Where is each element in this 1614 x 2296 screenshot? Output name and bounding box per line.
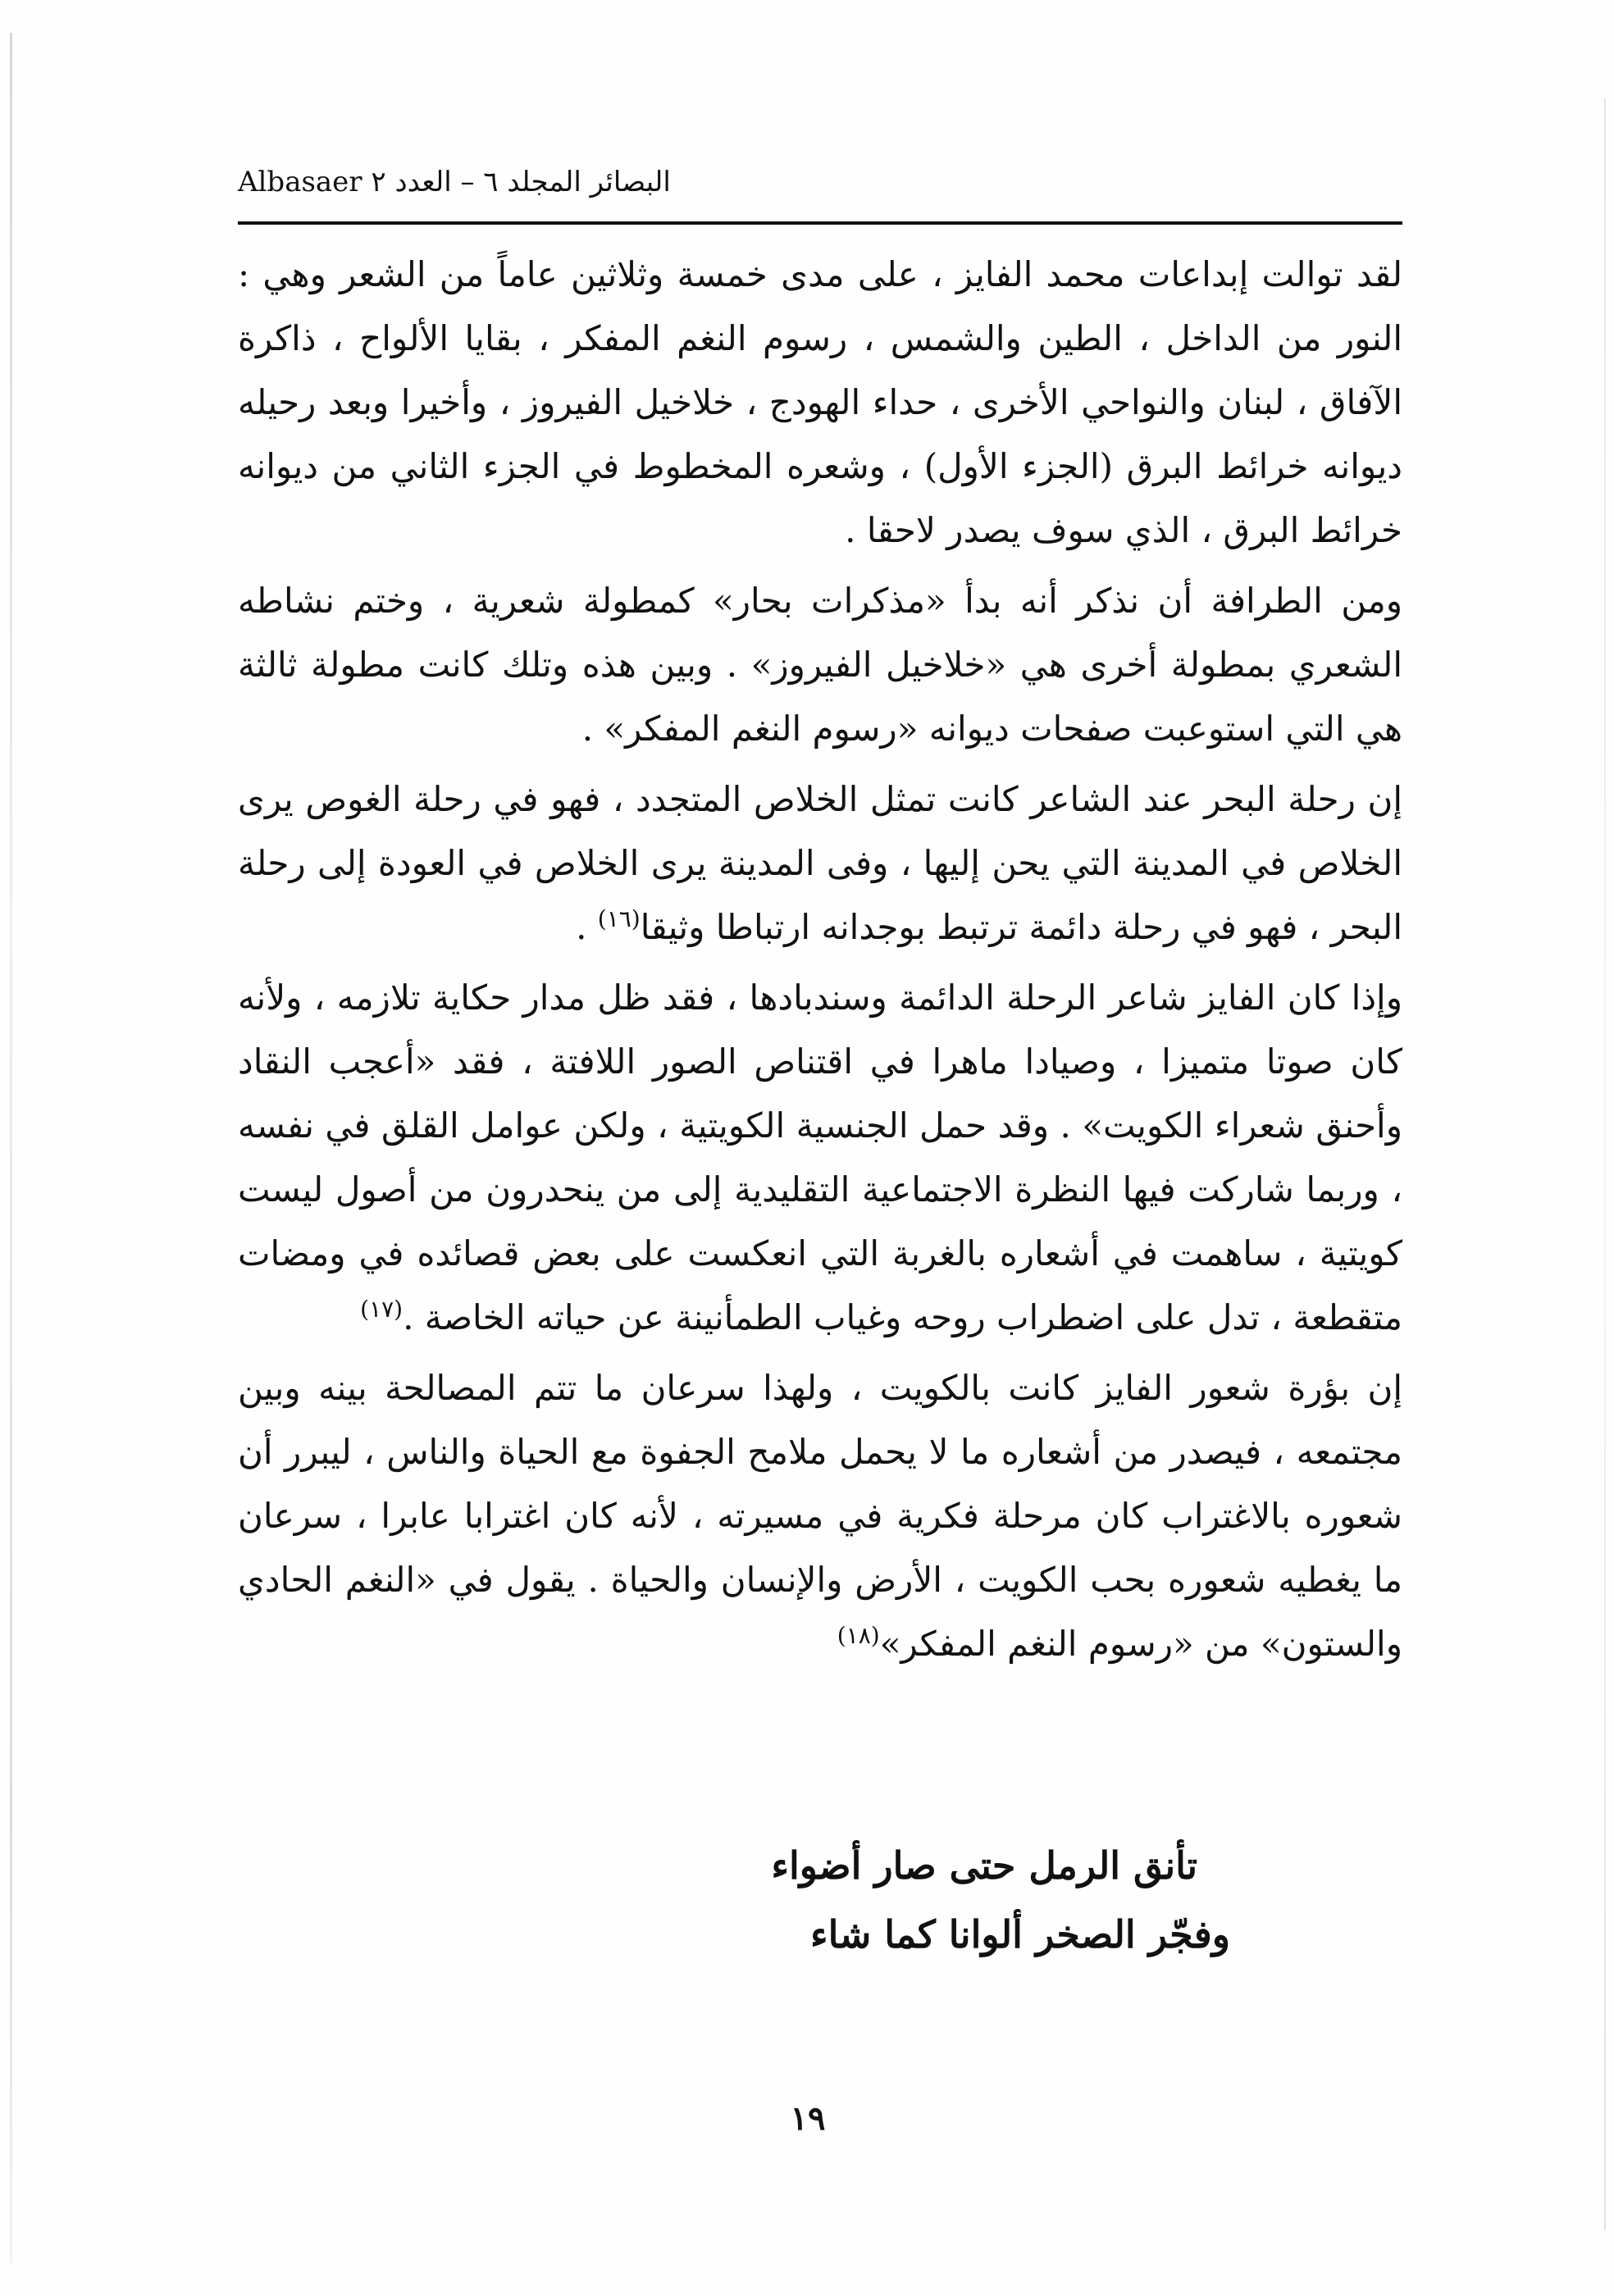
scan-edge-right: [1604, 98, 1606, 2230]
running-head-text: البصائر المجلد ٦ – العدد ٢ Albasaer: [238, 166, 671, 198]
paragraph-4: [238, 966, 1402, 1350]
verse-line-1-text: تأنق الرمل حتى صار أضواء: [771, 1843, 1197, 1888]
paragraph-3-text: إن رحلة البحر عند الشاعر كانت تمثل الخلاص المتجدد ، فهو في رحلة الغوص يرى الخلاص في المدينة التي يحن إليها ، وفى المدينة يرى الخلاص في العودة إلى رحلة البحر ، فهو في رحلة دائمة ترتبط بوجدانه ارتباطا وثيقا: [238, 779, 1402, 947]
header-rule: [238, 221, 1402, 225]
paragraph-5-text: إن بؤرة شعور الفايز كانت بالكويت ، ولهذا سرعان ما تتم المصالحة بينه وبين مجتمعه ، فيصدر من أشعاره ما لا يحمل ملامح الجفوة مع الحياة والناس ، ليبرر أن شعوره بالاغتراب كان مرحلة فكرية في مسيرته ، لأنه كان اغترابا عابرا ، سرعان ما يغطيه شعوره بحب الكويت ، الأرض والإنسان والحياة . يقول في «النغم الحادي والستون» من «رسوم النغم المفكر»: [238, 1368, 1402, 1664]
paragraph-1-text: لقد توالت إبداعات محمد الفايز ، على مدى خمسة وثلاثين عاماً من الشعر وهي : النور من الداخل ، الطين والشمس ، رسوم النغم المفكر ، بقايا الألواح ، ذاكرة الآفاق ، لبنان والنواحي الأخرى ، حداء الهودج ، خلاخيل الفيروز ، وأخيرا وبعد رحيله ديوانه خرائط البرق (الجزء الأول) ، وشعره المخطوط في الجزء الثاني من ديوانه خرائط البرق ، الذي سوف يصدر لاحقا .: [238, 254, 1403, 550]
footnote-ref-16: (١٦): [597, 905, 641, 932]
paragraph-4-text: وإذا كان الفايز شاعر الرحلة الدائمة وسندبادها ، فقد ظل مدار حكاية تلازمه ، ولأنه كان صوتا متميزا ، وصيادا ماهرا في اقتناص الصور اللافتة ، فقد «أعجب النقاد وأحنق شعراء الكويت» . وقد حمل الجنسية الكويتية ، ولكن عوامل القلق في نفسه ، وربما شاركت فيها النظرة الاجتماعية التقليدية إلى من ينحدرون من أصول ليست كويتية ، ساهمت في أشعاره بالغربة التي انعكست على بعض قصائده في ومضات متقطعة ، تدل على اضطراب روحه وغياب الطمأنينة عن حياته الخاصة .: [238, 977, 1403, 1337]
article-body: [238, 243, 1402, 1683]
running-head: [238, 161, 1402, 215]
paragraph-2: [238, 569, 1402, 761]
verse-line-2-text: وفجّر الصخر ألوانا كما شاء: [810, 1912, 1230, 1957]
paragraph-3: إن رحلة البحر عند الشاعر كانت تمثل الخلاص المتجدد ، فهو في رحلة الغوص يرى الخلاص في المدينة التي يحن إليها ، وفى المدينة يرى الخلاص في العودة إلى رحلة البحر ، فهو في رحلة دائمة ترتبط بوجدانه ارتباطا وثيقا$^{(١٦)}$ .: [238, 779, 1402, 947]
paragraph-2-text: ومن الطرافة أن نذكر أنه بدأ «مذكرات بحار» كمطولة شعرية ، وختم نشاطه الشعري بمطولة أخرى هي «خلاخيل الفيروز» . وبين هذه وتلك كانت مطولة ثالثة هي التي استوعبت صفحات ديوانه «رسوم النغم المفكر» .: [238, 581, 1402, 749]
verse-line-1: [238, 1843, 1402, 1888]
footnote-ref-18: (١٨): [837, 1622, 880, 1649]
paragraph-1: [238, 243, 1402, 563]
paragraph-5: [238, 1356, 1402, 1676]
page-number: ١٩: [790, 2099, 826, 2138]
scan-edge-left: [10, 33, 12, 2263]
footnote-ref-17: (١٧): [360, 1296, 404, 1323]
verse-line-2: [238, 1912, 1402, 1957]
